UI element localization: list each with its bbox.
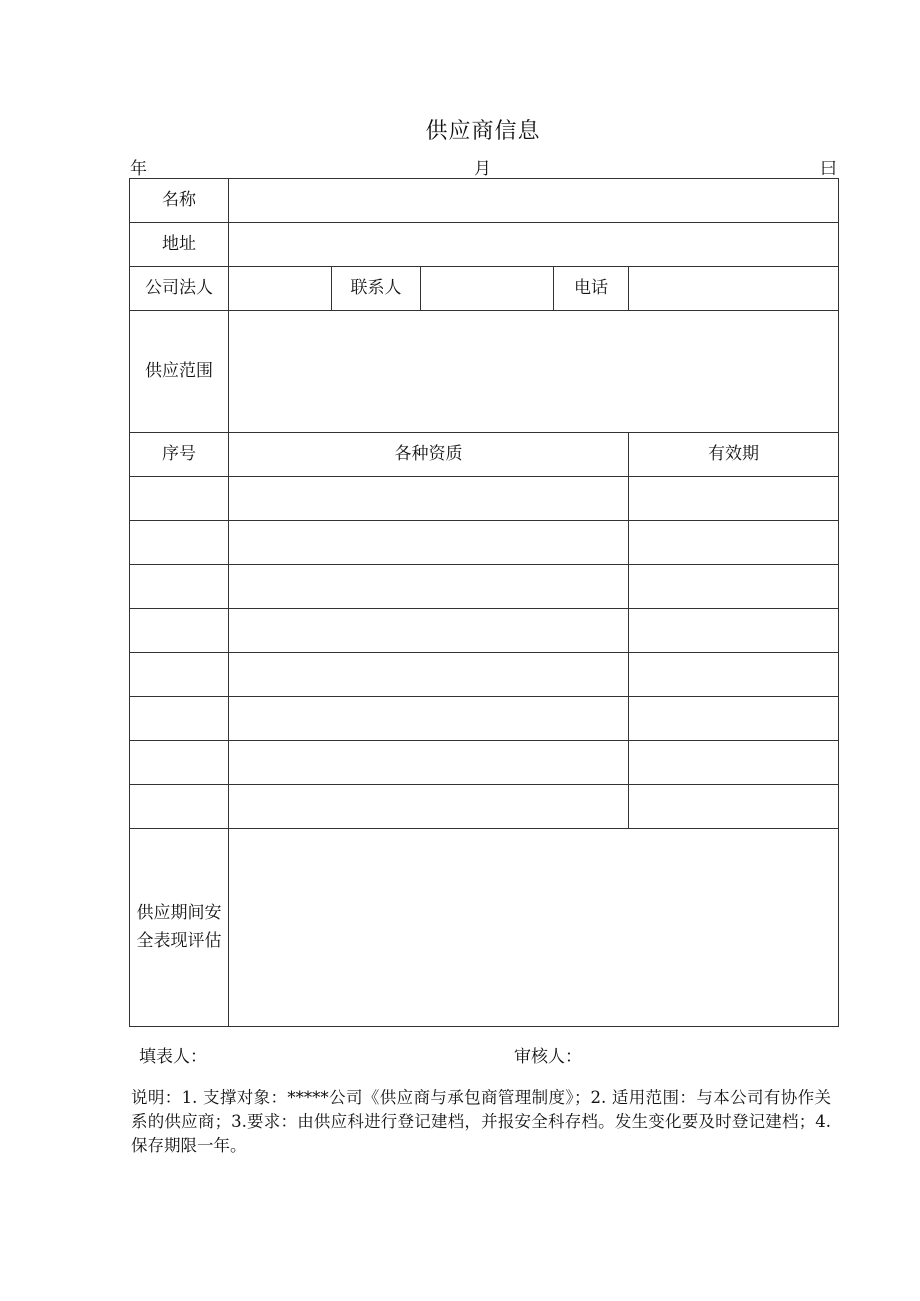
row-index-cell[interactable]	[130, 697, 229, 741]
legal-person-field[interactable]	[229, 267, 332, 311]
table-row	[130, 653, 839, 697]
name-label: 名称	[130, 179, 229, 223]
row-qualification-cell[interactable]	[229, 565, 629, 609]
row-validity-cell[interactable]	[629, 697, 839, 741]
row-index-cell[interactable]	[130, 741, 229, 785]
date-month-label: 月	[474, 159, 491, 179]
table-header-validity: 有效期	[629, 433, 839, 477]
safety-eval-field[interactable]	[229, 829, 839, 1027]
row-validity-cell[interactable]	[629, 785, 839, 829]
table-row	[130, 521, 839, 565]
supply-scope-field[interactable]	[229, 311, 839, 433]
table-header-index: 序号	[130, 433, 229, 477]
row-validity-cell[interactable]	[629, 521, 839, 565]
row-index-cell[interactable]	[130, 477, 229, 521]
row-index-cell[interactable]	[130, 653, 229, 697]
row-qualification-cell[interactable]	[229, 653, 629, 697]
row-index-cell[interactable]	[130, 785, 229, 829]
row-validity-cell[interactable]	[629, 653, 839, 697]
phone-label: 电话	[554, 267, 629, 311]
supplier-info-form	[129, 178, 839, 1027]
address-label: 地址	[130, 223, 229, 267]
supply-scope-label: 供应范围	[130, 311, 229, 433]
row-validity-cell[interactable]	[629, 609, 839, 653]
row-validity-cell[interactable]	[629, 741, 839, 785]
page-title: 供应商信息	[425, 119, 541, 144]
filler-label: 填表人：	[139, 1047, 207, 1067]
table-header-qualification: 各种资质	[229, 433, 629, 477]
contact-field[interactable]	[421, 267, 554, 311]
row-index-cell[interactable]	[130, 521, 229, 565]
phone-field[interactable]	[629, 267, 839, 311]
table-row	[130, 477, 839, 521]
table-row	[130, 565, 839, 609]
address-field[interactable]	[229, 223, 839, 267]
table-row	[130, 697, 839, 741]
date-year-label: 年	[130, 159, 147, 179]
row-validity-cell[interactable]	[629, 477, 839, 521]
table-row	[130, 609, 839, 653]
row-qualification-cell[interactable]	[229, 521, 629, 565]
row-qualification-cell[interactable]	[229, 697, 629, 741]
name-field[interactable]	[229, 179, 839, 223]
table-row	[130, 741, 839, 785]
date-day-label: 曰	[820, 159, 837, 179]
row-qualification-cell[interactable]	[229, 609, 629, 653]
row-index-cell[interactable]	[130, 565, 229, 609]
row-qualification-cell[interactable]	[229, 477, 629, 521]
row-qualification-cell[interactable]	[229, 785, 629, 829]
reviewer-label: 审核人：	[514, 1047, 582, 1067]
row-index-cell[interactable]	[130, 609, 229, 653]
note-text: 说明：1. 支撑对象：*****公司《供应商与承包商管理制度》；2. 适用范围：与本公司有协作关系的供应商；3.要求：由供应科进行登记建档，并报安全科存档。发生变化要及时登记建档；4. 保存期限一年。	[131, 1088, 831, 1155]
row-validity-cell[interactable]	[629, 565, 839, 609]
row-qualification-cell[interactable]	[229, 741, 629, 785]
contact-label: 联系人	[332, 267, 421, 311]
table-row	[130, 785, 839, 829]
safety-eval-label: 供应期间安全表现评估	[130, 829, 229, 1027]
legal-person-label: 公司法人	[130, 267, 229, 311]
